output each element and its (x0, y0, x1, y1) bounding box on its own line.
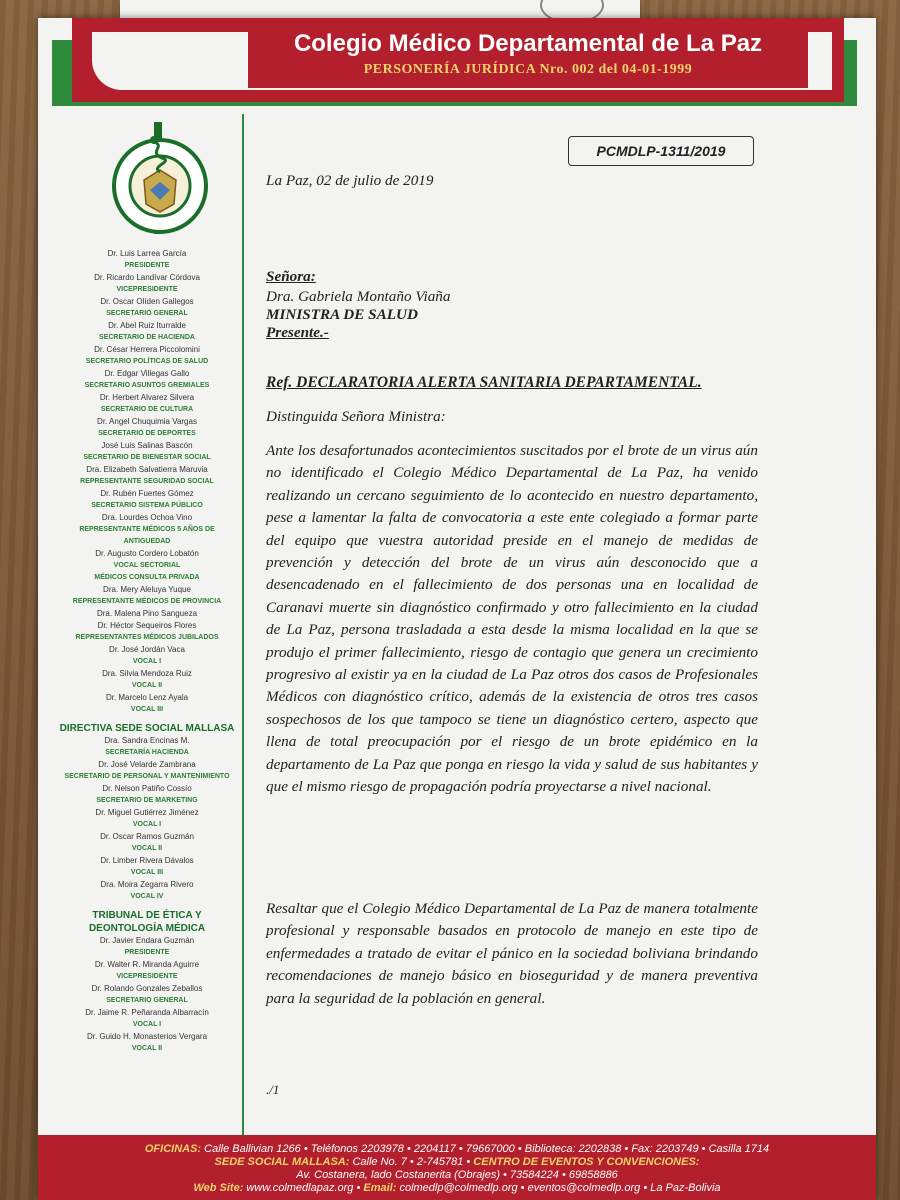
footer-email-label: Email: (363, 1182, 397, 1194)
roster-section-title: TRIBUNAL DE ÉTICA Y DEONTOLOGÍA MÉDICA (88, 910, 206, 934)
roster-role: REPRESENTANTES MÉDICOS JUBILADOS (75, 634, 219, 641)
roster-name: Dra. Silvia Mendoza Ruiz (102, 669, 192, 678)
roster-role: VOCAL I (132, 658, 162, 665)
header-subtitle: PERSONERÍA JURÍDICA Nro. 002 del 04-01-1999 (363, 62, 693, 77)
roster-name: Dr. César Herrera Piccolomini (94, 345, 200, 354)
roster-name: Dr. Héctor Sequeiros Flores (97, 621, 197, 630)
roster-role: SECRETARIO DE BIENESTAR SOCIAL (83, 454, 211, 461)
roster-role: REPRESENTANTE MÉDICOS DE PROVINCIA (72, 598, 222, 605)
paragraph-2: Resaltar que el Colegio Médico Departamental de La Paz de manera totalmente profesional y responsable basados en protocolo de manejo en este tipo de enfermedades a tratado de evitar el pánico en la sociedad boliviana brindando recomendaciones de manejo básico en bioseguridad y de manera preventiva para la seguridad de la población en general. (266, 900, 758, 1007)
roster-name: Dr. Rolando Gonzales Zeballos (91, 984, 203, 993)
roster-name: Dr. Herbert Alvarez Silvera (99, 393, 195, 402)
roster-role: VICEPRESIDENTE (116, 286, 178, 293)
roster-role: SECRETARIO DE PERSONAL Y MANTENIMIENTO (64, 773, 230, 780)
roster-role: PRESIDENTE (124, 262, 170, 269)
roster-role: VICEPRESIDENTE (116, 973, 178, 980)
roster-role: SECRETARIO DE MARKETING (96, 797, 198, 804)
footer-sede-label: SEDE SOCIAL MALLASA: (214, 1156, 350, 1168)
footer-sede-text: Calle No. 7 • 2-745781 • (349, 1156, 474, 1168)
roster-role: VOCAL III (130, 706, 164, 713)
roster-name: Dr. José Velarde Zambrana (98, 760, 196, 769)
roster-name: José Luis Salinas Bascón (101, 441, 193, 450)
roster-name: Dr. Walter R. Miranda Aguirre (94, 960, 200, 969)
roster-name: Dr. Abel Ruiz Iturralde (108, 321, 186, 330)
roster-name: Dr. Luis Larrea García (107, 249, 187, 258)
roster-role: REPRESENTANTE SEGURIDAD SOCIAL (80, 478, 214, 485)
roster-name: Dr. Augusto Cordero Lobatón (95, 549, 199, 558)
footer-line-offices (38, 1143, 876, 1156)
roster-role: REPRESENTANTE MÉDICOS 5 AÑOS DE ANTIGUEDAD (79, 526, 215, 545)
footer-line-web (38, 1182, 876, 1195)
roster-name: Dra. Elizabeth Salvatierra Maruvia (86, 465, 208, 474)
roster-name: Dr. Limber Rivera Dávalos (100, 856, 194, 865)
roster-role: VOCAL I (132, 821, 162, 828)
roster-name: Dr. Javier Endara Guzmán (99, 936, 195, 945)
recipient-name: Dra. Gabriela Montaño Viaña (266, 288, 451, 305)
roster-role: SECRETARIO DE HACIENDA (99, 334, 195, 341)
roster-role: PRESIDENTE (124, 949, 170, 956)
roster-name: Dra. Malena Pino Sangueza (96, 609, 198, 618)
roster-role: VOCAL III (130, 869, 164, 876)
footer-email-link: colmedlp@colmedlp.org • eventos@colmedlp.org • La Paz-Bolivia (396, 1182, 721, 1194)
greeting: Distinguida Señora Ministra: (266, 408, 446, 425)
roster-role: SECRETARIO ASUNTOS GREMIALES (84, 382, 210, 389)
roster-section-title: DIRECTIVA SEDE SOCIAL MALLASA (59, 723, 235, 734)
footer-contact-band (38, 1135, 876, 1200)
recipient-title: MINISTRA DE SALUD (266, 306, 418, 323)
footer-web-link: www.colmedlapaz.org • (243, 1182, 364, 1194)
roster-name: Dr. Oscar Ramos Guzmán (100, 832, 194, 841)
roster-role: VOCAL IV (130, 893, 164, 900)
roster-role: VOCAL II (131, 1045, 163, 1052)
roster-name: Dr. Ricardo Landívar Córdova (94, 273, 200, 282)
roster-name: Dra. Sandra Encinas M. (104, 736, 190, 745)
roster-role: MÉDICOS CONSULTA PRIVADA (94, 574, 200, 581)
roster-role: VOCAL II (131, 682, 163, 689)
roster-name: Dra. Moira Zegarra Rivero (100, 880, 194, 889)
letter-date: La Paz, 02 de julio de 2019 (266, 172, 434, 189)
reference-line: Ref. DECLARATORIA ALERTA SANITARIA DEPARTAMENTAL. (266, 374, 702, 391)
roster-name: Dr. Oscar Olíden Gallegos (100, 297, 194, 306)
reference-code-box: PCMDLP-1311/2019 (568, 136, 754, 166)
roster-name: Dr. Nelson Patiño Cossío (102, 784, 192, 793)
roster-role: SECRETARIO DE CULTURA (100, 406, 194, 413)
footer-events-label: CENTRO DE EVENTOS Y CONVENCIONES: (473, 1156, 700, 1168)
roster-name: Dr. Miguel Gutiérrez Jiménez (95, 808, 199, 817)
roster-name: Dr. Guido H. Monasterios Vergara (86, 1032, 208, 1041)
presente-line: Presente.- (266, 324, 329, 341)
board-roster (58, 248, 236, 1055)
roster-name: Dr. Jaime R. Peñaranda Albarracín (85, 1008, 209, 1017)
page-mark: ./1 (266, 1082, 280, 1097)
footer-web-label: Web Site: (193, 1182, 244, 1194)
roster-role: SECRETARIO GENERAL (106, 997, 188, 1004)
roster-role: VOCAL II (131, 845, 163, 852)
roster-role: VOCAL SECTORIAL (113, 562, 181, 569)
roster-role: SECRETARIO DE DEPORTES (98, 430, 196, 437)
roster-name: Dra. Lourdes Ochoa Vino (101, 513, 193, 522)
footer-line-sede (38, 1156, 876, 1169)
footer-offices-text: Calle Ballivian 1266 • Teléfonos 2203978 • 2204117 • 79667000 • Biblioteca: 2202838 • Fax: 2203749 • Casilla 1714 (201, 1143, 770, 1155)
roster-name: Dr. Angel Chuquimia Vargas (97, 417, 197, 426)
roster-role: VOCAL I (132, 1021, 162, 1028)
roster-name: Dr. Edgar Villegas Gallo (104, 369, 190, 378)
salutation: Señora: (266, 268, 316, 285)
roster-role: SECRETARÍA HACIENDA (105, 749, 189, 756)
roster-role: SECRETARIO GENERAL (106, 310, 188, 317)
header-title: Colegio Médico Departamental de La Paz (293, 30, 763, 57)
roster-name: Dr. Rubén Fuertes Gómez (100, 489, 194, 498)
roster-role: SECRETARIO POLÍTICAS DE SALUD (85, 358, 209, 365)
roster-name: Dr. José Jordán Vaca (109, 645, 185, 654)
footer-offices-label: OFICINAS: (144, 1143, 202, 1155)
roster-role: SECRETARIO SISTEMA PÚBLICO (91, 502, 203, 509)
roster-name: Dra. Mery Aleluya Yuque (103, 585, 191, 594)
footer-line-address: Av. Costanera, lado Costanerita (Obrajes) • 73584224 • 69858886 (296, 1169, 618, 1181)
paragraph-1: Ante los desafortunados acontecimientos suscitados por el brote de un virus aún no identificado el Colegio Médico Departamental de La Paz, ha venido realizando un cercano seguimiento de lo acontecido en nuestro departamento, pese a lamentar la falta de convocatoria a este ente colegiado a formar parte del equipo que vuestra autoridad preside en el manejo de medidas de prevención y detección del brote de un virus aún desconocido que a desencadenado en el fallecimiento de dos personas una en localidad de Caranavi muerte sin diagnóstico confirmado y otro fallecimiento en la ciudad de La Paz, persona trasladada a esta desde la misma localidad en la que se produjo el primer fallecimiento, riesgo de contagio que genera un crecimiento progresivo al existir ya en la ciudad de La Paz otros dos casos de Profesionales Médicos con diagnóstico crítico, además de la existencia de otros tres casos sospechosos de los que tampoco se tiene un diagnóstico certero, aspecto que llena de total preocupación por el riesgo de un brote epidémico en la departamento de La Paz que ponga en riesgo la vida y salud de sus habitantes y que el mismo riesgo de propagación podría proyectarse a nivel nacional. (266, 442, 758, 796)
roster-name: Dr. Marcelo Lenz Ayala (105, 693, 189, 702)
letter-page (38, 18, 876, 1200)
caduceus-seal-icon (104, 122, 216, 234)
